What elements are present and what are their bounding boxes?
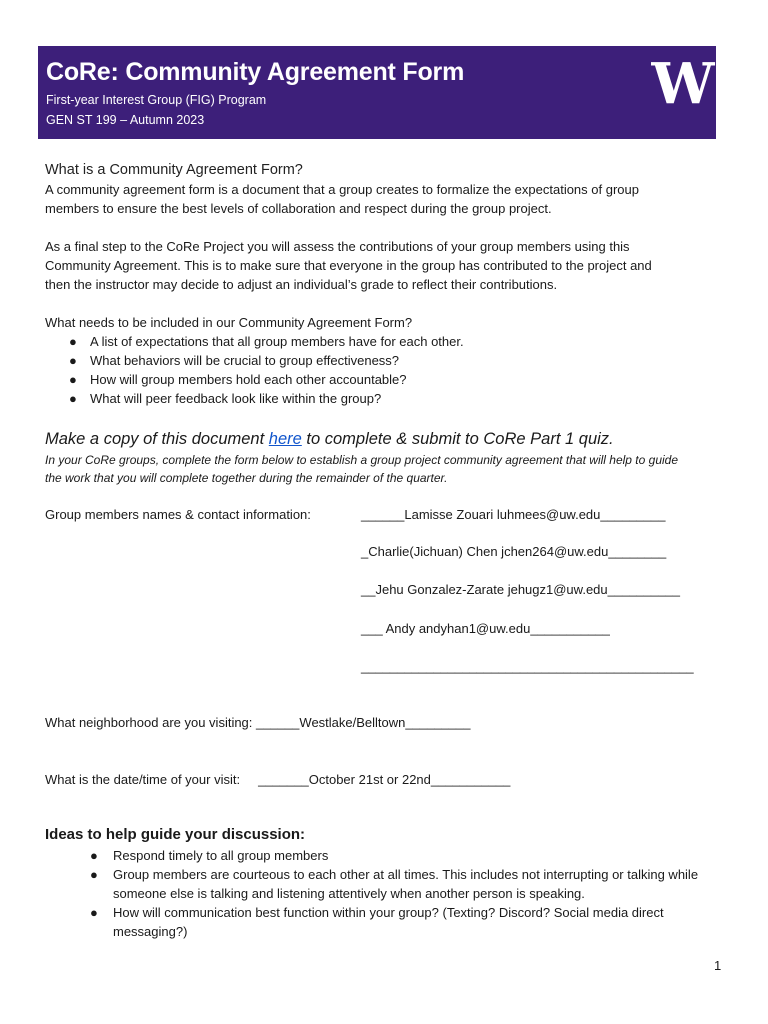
list-item: ● Respond timely to all group members — [90, 848, 329, 863]
member-entry-blank: ______________________________________________ — [361, 659, 694, 674]
intro-question: What is a Community Agreement Form? — [45, 162, 303, 178]
member-entry: __Jehu Gonzalez-Zarate jehugz1@uw.edu__________ — [361, 582, 680, 597]
date-field — [45, 770, 510, 789]
needs-question: What needs to be included in our Community Agreement Form? — [45, 315, 413, 330]
ideas-list — [45, 846, 725, 941]
members-label: Group members names & contact information: — [45, 507, 311, 522]
ideas-heading: Ideas to help guide your discussion: — [45, 826, 306, 843]
group-instructions: In your CoRe groups, complete the form below to establish a group project community agreement that will help to guide the work that you will complete together during the remainder of the quarter. — [45, 453, 678, 485]
here-link[interactable]: here — [268, 430, 302, 448]
bullet-icon: ● — [90, 848, 98, 863]
needs-list — [45, 332, 464, 408]
copy-instruction: Make a copy of this document here to complete & submit to CoRe Part 1 quiz. — [45, 430, 614, 448]
neighborhood-value: ______Westlake/Belltown_________ — [256, 715, 471, 730]
list-item: ● What behaviors will be crucial to group effectiveness? — [69, 353, 400, 368]
member-entry: _Charlie(Jichuan) Chen jchen264@uw.edu________ — [361, 544, 667, 559]
date-label: What is the date/time of your visit: — [45, 772, 241, 787]
list-item: ● A list of expectations that all group members have for each other. — [69, 334, 464, 349]
date-value: _______October 21st or 22nd___________ — [258, 772, 511, 787]
bullet-icon: ● — [69, 334, 77, 349]
neighborhood-label: What neighborhood are you visiting: — [45, 715, 253, 730]
list-item: ● Group members are courteous to each other at all times. This includes not interrupting or talking while someone else is talking and listening attentively when another person is speaking. — [90, 867, 699, 901]
list-item: ● How will group members hold each other accountable? — [69, 372, 407, 387]
bullet-icon: ● — [69, 353, 77, 368]
svg-text:W: W — [651, 56, 715, 108]
header-banner — [38, 46, 716, 139]
page-number: 1 — [714, 958, 722, 973]
program-subtitle: First-year Interest Group (FIG) Program — [46, 93, 267, 107]
neighborhood-field — [45, 713, 470, 732]
bullet-icon: ● — [90, 905, 98, 920]
uw-logo-icon — [650, 56, 716, 108]
course-subtitle: GEN ST 199 – Autumn 2023 — [46, 113, 205, 127]
intro-paragraph-1: A community agreement form is a document that a group creates to formalize the expectations of group members to ensure the best levels of collaboration and respect during the group project. — [45, 182, 639, 216]
list-item: ● How will communication best function within your group? (Texting? Discord? Social media direct messaging?) — [90, 905, 664, 939]
list-item: ● What will peer feedback look like within the group? — [69, 391, 382, 406]
intro-paragraph-2: As a final step to the CoRe Project you will assess the contributions of your group members using this Community Agreement. This is to make sure that everyone in the group has contributed to the project and then the instructor may decide to adjust an individual’s grade to reflect their contributions. — [45, 239, 652, 292]
bullet-icon: ● — [69, 391, 77, 406]
page-title: CoRe: Community Agreement Form — [46, 58, 465, 86]
member-entry: ______Lamisse Zouari luhmees@uw.edu_________ — [361, 507, 666, 522]
bullet-icon: ● — [69, 372, 77, 387]
member-entry: ___ Andy andyhan1@uw.edu___________ — [361, 621, 610, 636]
bullet-icon: ● — [90, 867, 98, 882]
